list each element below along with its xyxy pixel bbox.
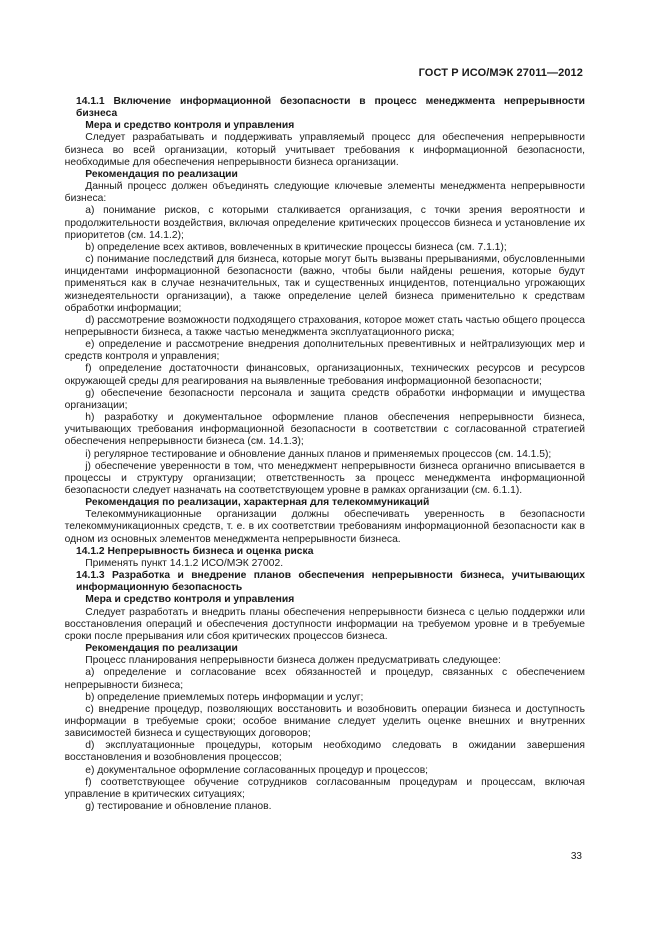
- body-paragraph: Данный процесс должен объединять следующие ключевые элементы менеджмента непрерывности бизнеса:: [64, 181, 585, 205]
- body-paragraph: a) понимание рисков, с которыми сталкивается организация, с точки зрения вероятности и продолжительности воздействия, включая определение критических процессов бизнеса и установление их приоритетов (см. 14.1.2);: [64, 205, 585, 241]
- body-paragraph: Следует разработать и внедрить планы обеспечения непрерывности бизнеса с целью поддержки или восстановления операций и обеспечения доступности информации на требуемом уровне и в требуемые сроки после прерывания или сбоя критических процессов бизнеса.: [64, 606, 585, 642]
- body-paragraph: Следует разрабатывать и поддерживать управляемый процесс для обеспечения непрерывности бизнеса во всей организации, который учитывает требования к информационной безопасности, необходимые для обеспечения непрерывности бизнеса организации.: [64, 132, 585, 168]
- subsection-heading: Рекомендация по реализации, характерная для телекоммуникаций: [85, 497, 430, 509]
- subsection-heading: Мера и средство контроля и управления: [85, 594, 295, 606]
- document-code: ГОСТ Р ИСО/МЭК 27011—2012: [418, 67, 583, 79]
- section-heading: 14.1.3 Разработка и внедрение планов обеспечения непрерывности бизнеса, учитывающих информационную безопасность: [76, 570, 585, 594]
- body-paragraph: e) документальное оформление согласованных процедур и процессов;: [85, 764, 429, 776]
- body-paragraph: f) определение достаточности финансовых, организационных, технических ресурсов и ресурсов окружающей среды для реагирования на выявленные требования информационной безопасности;: [64, 363, 585, 387]
- body-paragraph: g) тестирование и обновление планов.: [85, 801, 272, 813]
- page-number: 33: [570, 851, 582, 862]
- body-paragraph: c) понимание последствий для бизнеса, которые могут быть вызваны прерываниями, обусловленными инцидентами информационной безопасности (важно, чтобы были найдены решения, которые будут применяться как в случае незначительных, так и существенных инцидентов, потенциально угрожающих жизнедеятельности организации), а также определение целей бизнеса применительно к средствам обработки информации;: [64, 254, 585, 314]
- body-paragraph: c) внедрение процедур, позволяющих восстановить и возобновить операции бизнеса и доступность информации в требуемые сроки; особое внимание следует уделить оценке внешних и внутренних зависимостей бизнеса и существующих договоров;: [64, 703, 585, 740]
- subsection-heading: Мера и средство контроля и управления: [85, 120, 295, 132]
- body-paragraph: g) обеспечение безопасности персонала и защита средств обработки информации и имущества организации;: [64, 387, 585, 411]
- body-paragraph: d) рассмотрение возможности подходящего страхования, которое может стать частью общего процесса непрерывности бизнеса, а также частью менеджмента эксплуатационного риска;: [64, 314, 585, 338]
- body-paragraph: d) эксплуатационные процедуры, которым необходимо следовать в ожидании завершения восстановления и возобновления процессов;: [64, 740, 585, 764]
- body-paragraph: a) определение и согласование всех обязанностей и процедур, связанных с обеспечением непрерывности бизнеса;: [64, 667, 585, 691]
- subsection-heading: Рекомендация по реализации: [85, 643, 238, 655]
- body-paragraph: j) обеспечение уверенности в том, что менеджмент непрерывности бизнеса органично вписывается в процессы и структуру организации; ответственность за процесс менеджмента информационной безопасности следует назначать на соответствующем уровне в рамках организации (см. 6.1.1).: [64, 460, 585, 496]
- body-paragraph: b) определение приемлемых потерь информации и услуг;: [85, 691, 364, 703]
- body-paragraph: Телекоммуникационные организации должны обеспечивать уверенность в безопасности телекоммуникационных средств, т. е. в их соответствии требованиям информационной безопасности как в одном из основных элементов менеджмента непрерывности бизнеса.: [64, 509, 585, 545]
- body-paragraph: f) соответствующее обучение сотрудников согласованным процедурам и процессам, включая управление в критических ситуациях;: [64, 776, 585, 800]
- section-heading: 14.1.2 Непрерывность бизнеса и оценка риска: [76, 545, 314, 557]
- body-paragraph: Процесс планирования непрерывности бизнеса должен предусматривать следующее:: [85, 655, 501, 667]
- body-paragraph: i) регулярное тестирование и обновление данных планов и применяемых процессов (см. 14.1.5);: [85, 448, 552, 460]
- body-paragraph: e) определение и рассмотрение внедрения дополнительных превентивных и нейтрализующих мер и средств контроля и управления;: [64, 339, 585, 363]
- section-heading: 14.1.1 Включение информационной безопасности в процесс менеджмента непрерывности бизнеса: [76, 96, 585, 120]
- body-paragraph: b) определение всех активов, вовлеченных в критические процессы бизнеса (см. 7.1.1);: [85, 241, 507, 253]
- document-body: [64, 96, 585, 813]
- body-paragraph: Применять пункт 14.1.2 ИСО/МЭК 27002.: [85, 557, 284, 569]
- subsection-heading: Рекомендация по реализации: [85, 168, 238, 180]
- body-paragraph: h) разработку и документальное оформление планов обеспечения непрерывности бизнеса, учитывающих требования информационной безопасности в соответствии с согласованной стратегией обеспечения непрерывности бизнеса (см. 14.1.3);: [64, 412, 585, 448]
